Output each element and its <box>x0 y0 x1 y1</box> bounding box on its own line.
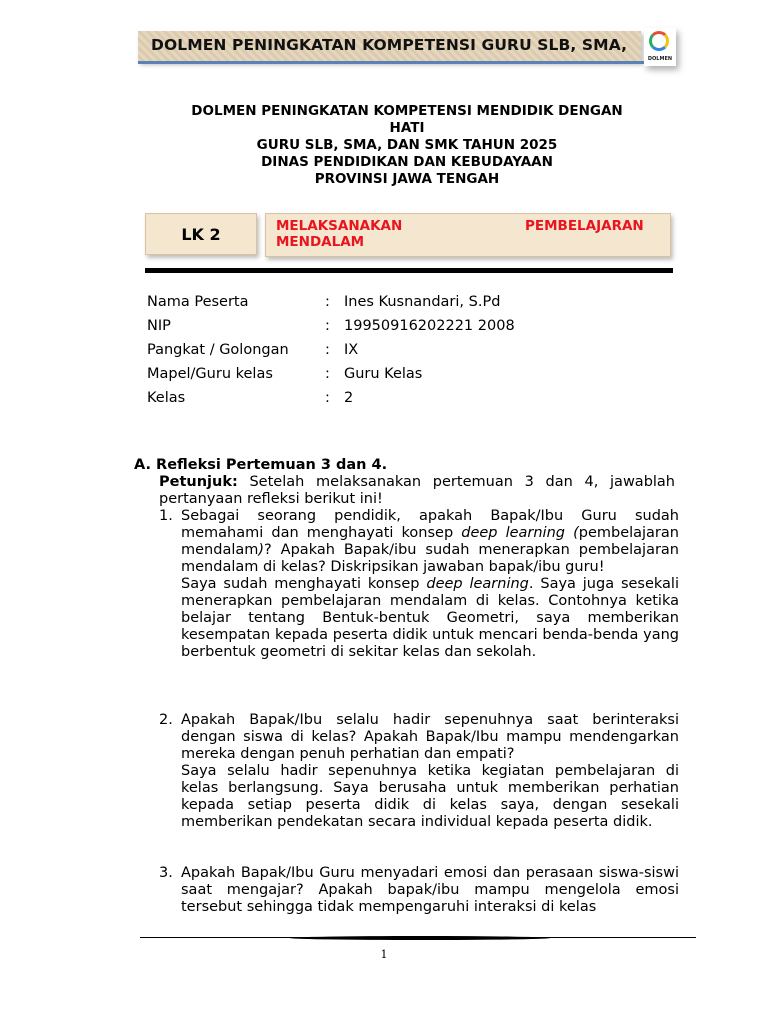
title-line-4: DINAS PENDIDIKAN DAN KEBUDAYAAN <box>261 154 553 170</box>
info-value: Guru Kelas <box>344 366 423 382</box>
page-number: 1 <box>380 948 388 961</box>
header-underline <box>138 61 644 64</box>
answer-text: Saya sudah menghayati konsep deep learning. Saya juga sesekali menerapkan pembelajaran mendalam di kelas. Contohnya ketika belajar tentang Bentuk-bentuk Geometri, saya memberikan kesempatan kepada peserta didik untuk mencari benda-benda yang berbentuk geometri di sekitar kelas dan sekolah. <box>181 576 679 660</box>
info-colon: : <box>325 318 330 334</box>
info-colon: : <box>325 390 330 406</box>
info-colon: : <box>325 366 330 382</box>
title-line-5: PROVINSI JAWA TENGAH <box>314 171 500 187</box>
header-banner-text: DOLMEN PENINGKATAN KOMPETENSI GURU SLB, SMA, <box>151 36 628 54</box>
question-number: 2. <box>159 712 173 728</box>
title-line-1: DOLMEN PENINGKATAN KOMPETENSI MENDIDIK DENGAN <box>191 103 623 119</box>
lk-code: LK 2 <box>181 224 221 244</box>
lk-title-word-1: MELAKSANAKAN <box>276 218 403 234</box>
info-label: Mapel/Guru kelas <box>147 366 273 382</box>
question-number: 1. <box>159 508 173 524</box>
document-title <box>140 103 674 188</box>
info-colon: : <box>325 342 330 358</box>
instructions-label: Petunjuk: <box>159 474 238 490</box>
info-label: Kelas <box>147 390 186 406</box>
info-colon: : <box>325 294 330 310</box>
answer-text: Saya selalu hadir sepenuhnya ketika kegiatan pembelajaran di kelas berlangsung. Saya berusaha untuk memberikan perhatian kepada setiap peserta didik di kelas saya, dengan sesekali memberikan pendekatan secara individual kepada peserta didik. <box>181 763 679 830</box>
question-text: Apakah Bapak/Ibu Guru menyadari emosi dan perasaan siswa-siswi saat mengajar? Apakah bapak/ibu mampu mengelola emosi tersebut sehingga tidak mempengaruhi interaksi di kelas <box>181 865 679 915</box>
logo-text: DOLMEN <box>647 56 673 62</box>
info-label: NIP <box>147 318 171 334</box>
logo-ring-icon <box>649 31 669 51</box>
question-1 <box>159 508 679 661</box>
info-label: Pangkat / Golongan <box>147 342 289 358</box>
info-label: Nama Peserta <box>147 294 249 310</box>
title-line-2: HATI <box>389 120 425 136</box>
footer-rule <box>140 936 696 941</box>
dolmen-logo <box>644 28 676 66</box>
section-a-heading: A. Refleksi Pertemuan 3 dan 4. <box>134 457 388 473</box>
info-value: 19950916202221 2008 <box>344 318 515 334</box>
title-line-3: GURU SLB, SMA, DAN SMK TAHUN 2025 <box>256 137 558 153</box>
instructions <box>159 474 675 508</box>
question-text: Apakah Bapak/Ibu selalu hadir sepenuhnya saat berinteraksi dengan siswa di kelas? Apakah Bapak/Ibu mampu mendengarkan mereka dengan penuh perhatian dan empati? <box>181 712 679 762</box>
info-value: IX <box>344 342 359 358</box>
instructions-text: Setelah melaksanakan pertemuan 3 dan 4, jawablah pertanyaan refleksi berikut ini! <box>159 474 675 507</box>
lk-title-word-2: PEMBELAJARAN <box>525 218 644 234</box>
lk-code-box <box>145 213 257 255</box>
question-2 <box>159 712 679 831</box>
info-value: Ines Kusnandari, S.Pd <box>344 294 501 310</box>
question-text: Sebagai seorang pendidik, apakah Bapak/Ibu Guru sudah memahami dan menghayati konsep deep learning (pembelajaran mendalam)? Apakah Bapak/ibu sudah menerapkan pembelajaran mendalam di kelas? Diskripsikan jawaban bapak/ibu guru! <box>181 508 679 575</box>
question-3 <box>159 865 679 916</box>
section-divider <box>145 268 673 273</box>
info-value: 2 <box>344 390 354 406</box>
lk-title-word-3: MENDALAM <box>276 234 365 250</box>
question-number: 3. <box>159 865 173 881</box>
